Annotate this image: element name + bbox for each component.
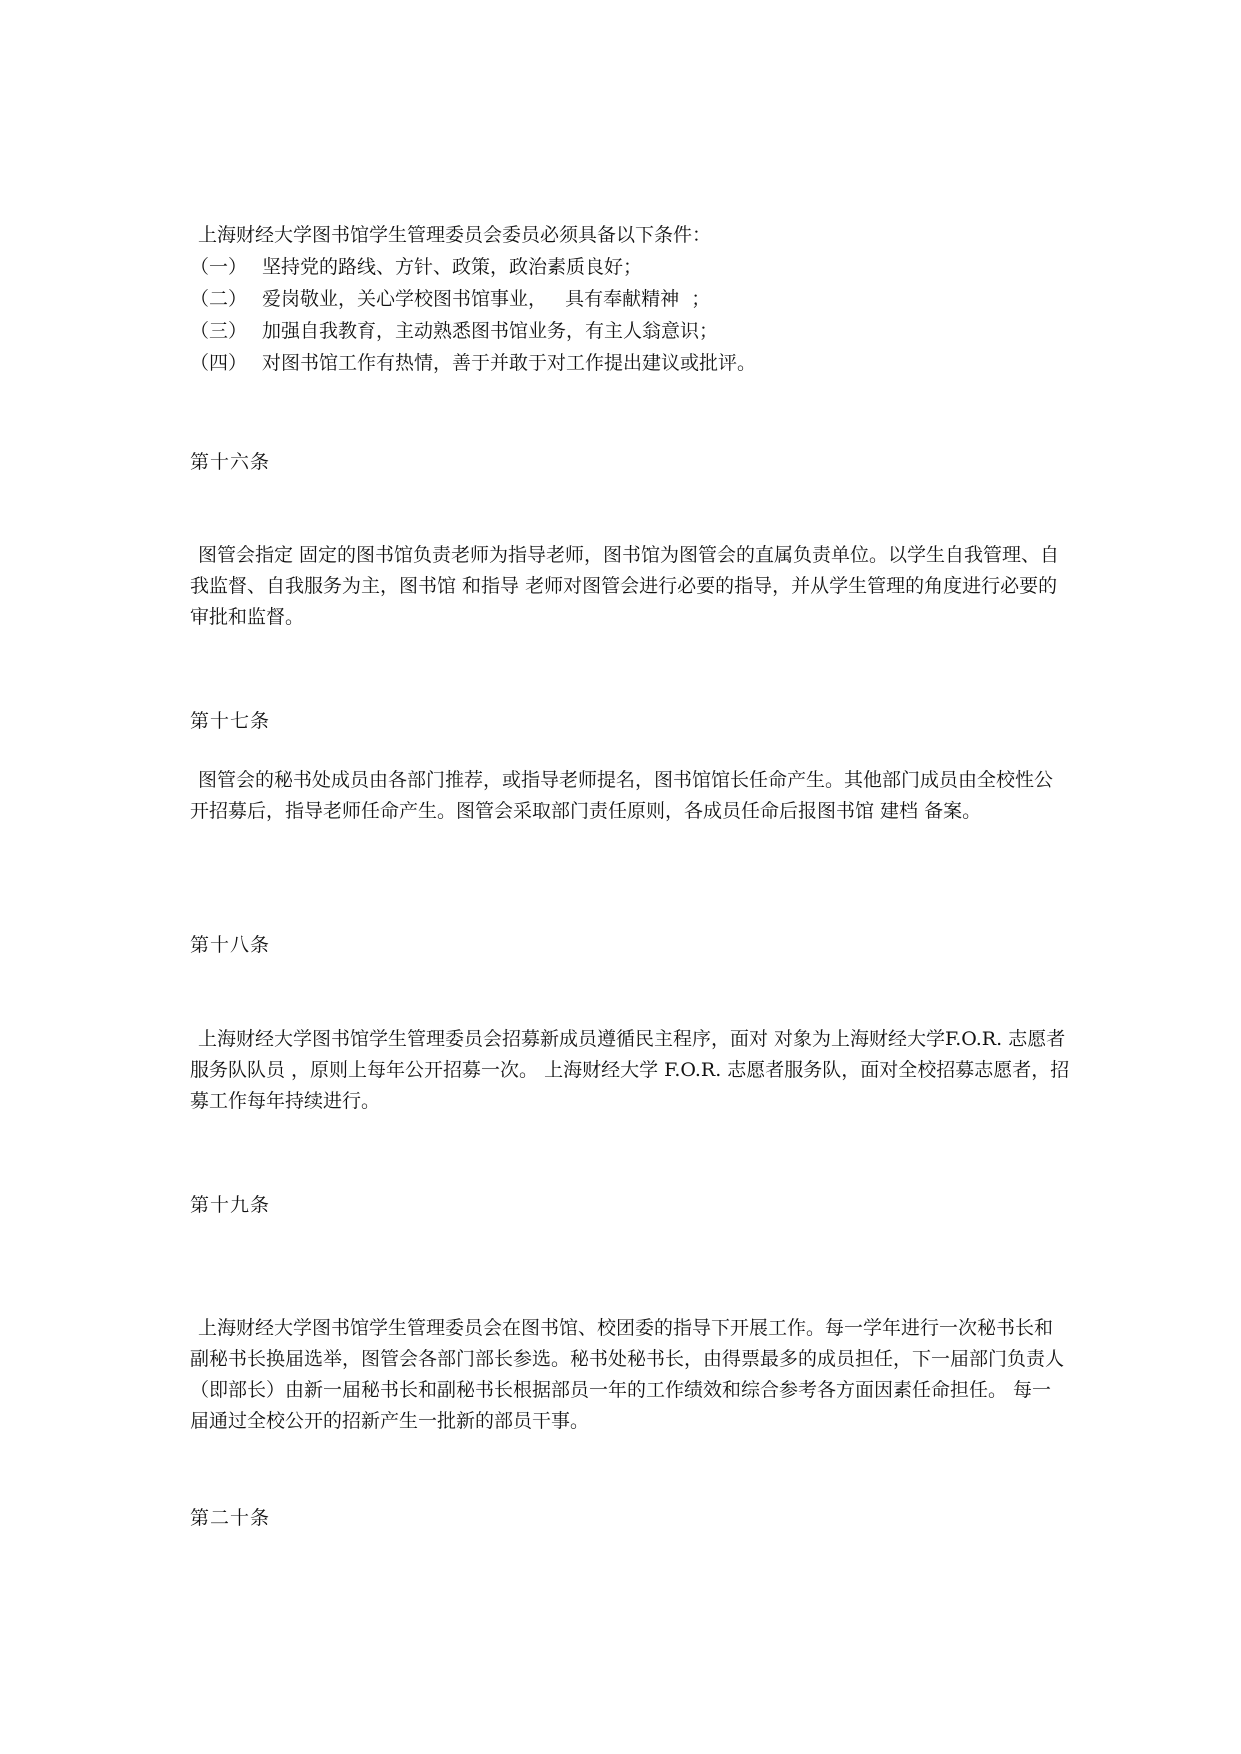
condition-text: 爱岗敬业，关心学校图书馆事业， 具有奉献精神 ； [262, 288, 711, 310]
article-heading: 第十九条 [190, 1194, 271, 1216]
article-body: 图管会的秘书处成员由各部门推荐，或指导老师提名，图书馆馆长任命产生。其他部门成员由全校性公开招募后，指导老师任命产生。图管会采取部门责任原则，各成员任命后报图书馆 建档 备案。 [190, 769, 1054, 822]
condition-item [190, 348, 756, 375]
condition-number: （四） [190, 352, 248, 374]
article-body: 上海财经大学图书馆学生管理委员会招募新成员遵循民主程序，面对 对象为上海财经大学F.O.R. 志愿者服务队队员 ，原则上每年公开招募一次。 上海财经大学 F.O.R. 志愿者服务队，面对全校招募志愿者，招募工作每年持续进行。 [190, 1028, 1070, 1112]
article-body: 图管会指定 固定的图书馆负责老师为指导老师，图书馆为图管会的直属负责单位。以学生自我管理、自我监督、自我服务为主，图书馆 和指导 老师对图管会进行必要的指导，并从学生管理的角度进行必要的审批和监督。 [190, 544, 1060, 628]
condition-number: （二） [190, 288, 248, 310]
article-heading: 第二十条 [190, 1507, 271, 1529]
article-body: 上海财经大学图书馆学生管理委员会在图书馆、校团委的指导下开展工作。每一学年进行一次秘书长和副秘书长换届选举，图管会各部门部长参选。秘书处秘书长，由得票最多的成员担任，下一届部门负责人（即部长）由新一届秘书长和副秘书长根据部员一年的工作绩效和综合参考各方面因素任命担任。 每一届通过全校公开的招新产生一批新的部员干事。 [190, 1317, 1065, 1432]
article-heading: 第十八条 [190, 934, 271, 956]
condition-number: （一） [190, 256, 248, 278]
condition-item [190, 252, 642, 279]
condition-text: 对图书馆工作有热情，善于并敢于对工作提出建议或批评。 [262, 352, 757, 374]
condition-text: 加强自我教育，主动熟悉图书馆业务，有主人翁意识； [262, 320, 719, 342]
condition-text: 坚持党的路线、方针、政策，政治素质良好； [262, 256, 643, 278]
article-heading: 第十六条 [190, 451, 271, 473]
condition-item [190, 284, 710, 311]
article-heading: 第十七条 [190, 710, 271, 732]
conditions-intro: 上海财经大学图书馆学生管理委员会委员必须具备以下条件： [198, 224, 712, 246]
condition-item [190, 316, 718, 343]
condition-number: （三） [190, 320, 248, 342]
